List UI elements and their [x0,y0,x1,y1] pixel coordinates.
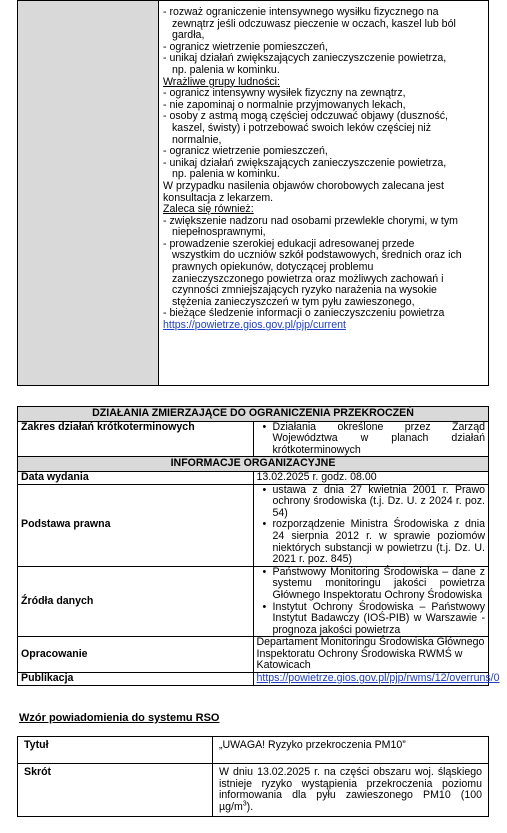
rso-title-value: „UWAGA! Ryzyko przekroczenia PM10” [213,737,489,764]
advice-line: zewnątrz jeśli odczuwasz pieczenie w oczach, kaszel lub ból [172,17,456,30]
publication-cell [253,672,500,686]
advice-line: - unikaj działań zwiększających zanieczyszczenie powietrza, [163,156,447,169]
rso-title: Wzór powiadomienia do systemu RSO [19,712,220,724]
rso-short-label: Skrót [18,764,213,817]
publication-link[interactable]: https://powietrze.gios.gov.pl/pjp/rwms/12/overruns/0 [256,672,500,685]
rso-title-label: Tytuł [18,737,213,764]
advice-line: normalnie, [172,133,222,146]
advice-line: np. palenia w kominku. [172,63,280,76]
advice-line: niepełnosprawnymi, [172,226,266,239]
legal-item: • rozporządzenie Ministra Środowiska z dnia 24 sierpnia 2012 r. w sprawie poziomów niektórych substancji w powietrzu (t.j. Dz. U. 2021 r. poz. 845) [273,519,486,565]
prepared-value: Departament Monitoringu Środowiska Głównego Inspektoratu Ochrony Środowiska RWMŚ w Katowicach [253,637,489,673]
advice-line: konsultacja z lekarzem. [163,191,274,204]
rso-short-sup: 3 [242,800,247,808]
advice-line: - zwiększenie nadzoru nad osobami przewlekle chorymi, w tym [163,214,458,227]
advice-line: - ogranicz wietrzenie pomieszczeń, [163,40,328,53]
advice-subheading: Wrażliwe grupy ludności: [163,75,280,88]
scope-value [253,421,489,457]
advice-line: wszystkim do uczniów szkół podstawowych, średnich oraz ich [172,249,462,262]
date-value: 13.02.2025 r. godz. 08.00 [253,471,489,484]
advice-line: zanieczyszczonego powietrza oraz możliwych zachowań i [172,272,444,285]
advice-table [17,0,489,386]
advice-line: W przypadku nasilenia objawów chorobowych zalecana jest [163,179,444,192]
advice-line: - osoby z astmą mogą częściej odczuwać objawy (duszność, [163,110,448,123]
advice-line: - prowadzenie szerokiej edukacji adresowanej przede [163,237,415,250]
source-item: • Instytut Ochrony Środowiska – Państwowy Instytut Badawczy (IOŚ-PIB) w Warszawie - prognoza jakości powietrza [273,602,486,637]
advice-line: - unikaj działań zwiększających zanieczyszczenie powietrza, [163,52,447,65]
rso-table [17,736,489,817]
scope-item: • Działania określone przez Zarząd Województwa w planach działań krótkoterminowych [273,422,486,457]
source-item: • Państwowy Monitoring Środowiska – dane z systemu monitoringu jakości powietrza Głównego Inspektoratu Ochrony Środowiska [273,567,486,602]
rso-short-text: W dniu 13.02.2025 r. na części obszaru woj. śląskiego istnieje ryzyko wystąpienia przekroczenia poziomu informowania dla pyłu zawieszonego PM10 (100 µg/m [219,766,482,813]
advice-line: gardła, [172,29,205,42]
advice-line: stężenia zanieczyszczeń w tym pyłu zawieszonego, [172,295,415,308]
org-header: INFORMACJE ORGANIZACYJNE [18,457,489,472]
prepared-label: Opracowanie [18,637,254,673]
scope-label: Zakres działań krótkoterminowych [18,421,254,457]
legal-label: Podstawa prawna [18,484,254,566]
organizational-table [17,406,500,686]
advice-line: czynności zmniejszających ryzyko narażenia na wysokie [172,284,437,297]
advice-line: - nie zapominaj o normalnie przyjmowanych lekach, [163,98,406,111]
advice-label-cell [18,1,159,386]
advice-content [159,1,489,386]
sources-label: Źródła danych [18,566,254,637]
advice-line: np. palenia w kominku. [172,168,280,181]
legal-item: • ustawa z dnia 27 kwietnia 2001 r. Prawo ochrony środowiska (t.j. Dz. U. z 2024 r. poz. 54) [273,485,486,520]
advice-line: - ogranicz intensywny wysiłek fizyczny na zewnątrz, [163,87,406,100]
legal-value [253,484,489,566]
advice-line: - ogranicz wietrzenie pomieszczeń, [163,145,328,158]
rso-short-value [213,764,489,817]
current-data-link[interactable]: https://powietrze.gios.gov.pl/pjp/current [163,319,346,332]
advice-line: kaszel, świsty) i potrzebować swoich leków częściej niż [172,121,432,134]
publication-label: Publikacja [18,673,254,686]
advice-line: - rozważ ograniczenie intensywnego wysiłku fizycznego na [163,6,439,18]
actions-header: DZIAŁANIA ZMIERZAJĄCE DO OGRANICZENIA PRZEKROCZEŃ [18,407,489,422]
advice-subheading: Zaleca się również: [163,203,254,216]
advice-line: prawnych opiekunów, dotyczącej problemu [172,261,374,274]
sources-value [253,566,489,637]
rso-short-end: ). [246,800,254,813]
date-label: Data wydania [18,471,254,484]
advice-line: - bieżące śledzenie informacji o zanieczyszczeniu powietrza [163,307,445,320]
